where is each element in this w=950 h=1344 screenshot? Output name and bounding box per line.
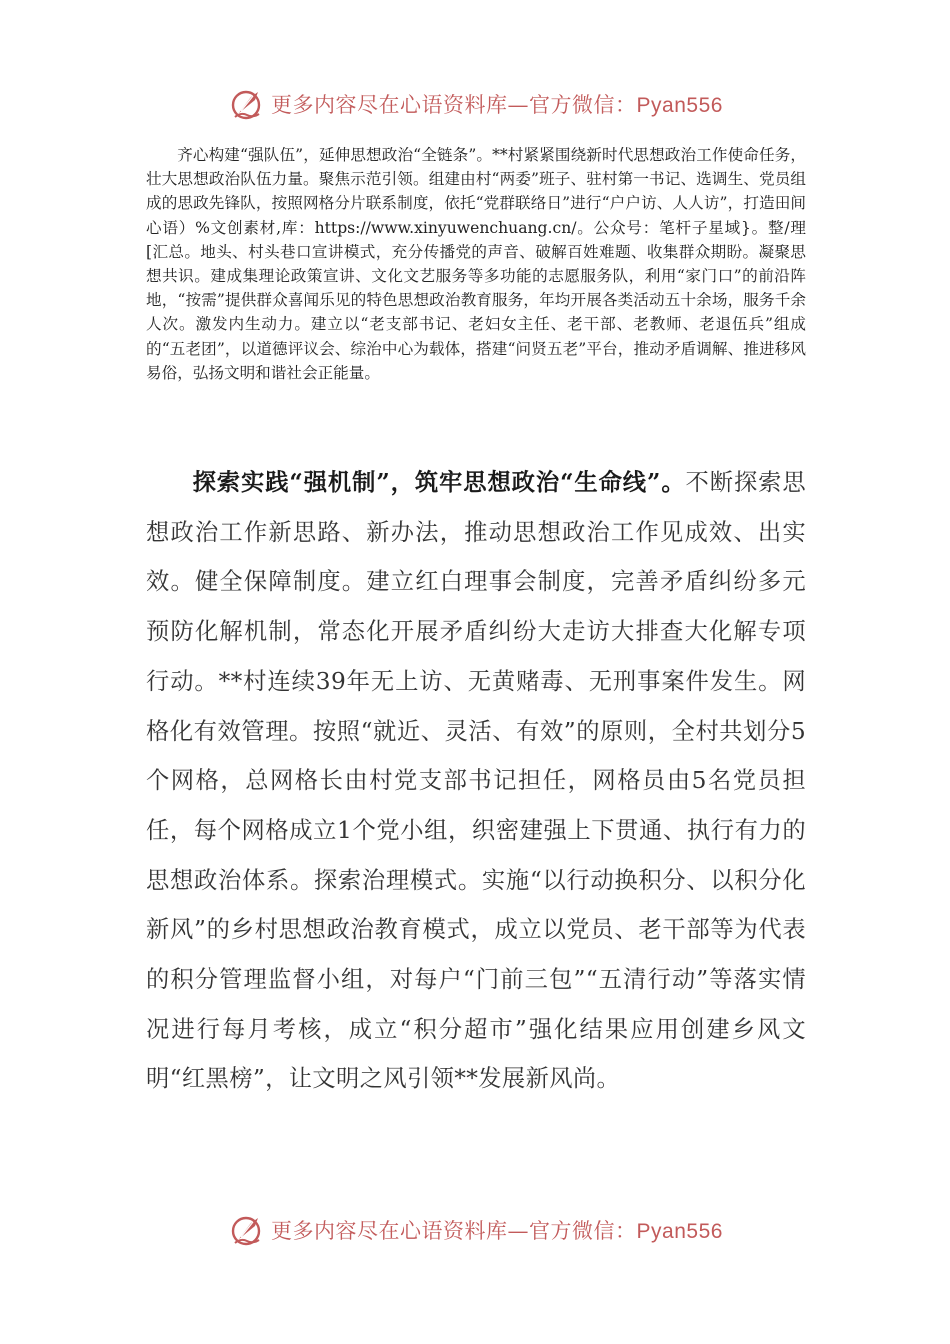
wechat-id: Pyan556 <box>636 94 723 117</box>
banner-text-cn: 更多内容尽在心语资料库—官方微信： <box>271 1219 637 1243</box>
banner-text-cn: 更多内容尽在心语资料库—官方微信： <box>271 93 637 117</box>
pen-nib-logo-icon <box>227 84 267 124</box>
wechat-id: Pyan556 <box>636 1220 723 1243</box>
paragraph-heading: 探索实践“强机制”，筑牢思想政治“生命线”。 <box>192 469 686 496</box>
paragraph-team-building: 齐心构建“强队伍”，延伸思想政治“全链条”。**村紧紧围绕新时代思想政治工作使命任务，壮大思想政治队伍力量。聚焦示范引领。组建由村“两委”班子、驻村第一书记、选调生、党员组成的思政先锋队，按照网格分片联系制度，依托“党群联络日”进行“户户访、人人访”，打造田间心语）%文创素材,库：https://www.xinyuwenchuang.cn/。公众号：笔杆子星域}。整/理[汇总。地头、村头巷口宣讲模式，充分传播党的声音、破解百姓难题、收集群众期盼。凝聚思想共识。建成集理论政策宣讲、文化文艺服务等多功能的志愿服务队，利用“家门口”的前沿阵地，“按需”提供群众喜闻乐见的特色思想政治教育服务，年均开展各类活动五十余场，服务千余人次。激发内生动力。建立以“老支部书记、老妇女主任、老干部、老教师、老退伍兵”组成的“五老团”，以道德评议会、综治中心为载体，搭建“问贤五老”平台，推动矛盾调解、推进移风易俗，弘扬文明和谐社会正能量。 <box>146 146 806 382</box>
paragraph-mechanism <box>146 458 806 1104</box>
header-banner <box>0 84 950 124</box>
pen-nib-logo-icon <box>227 1210 267 1250</box>
banner-text <box>271 89 723 119</box>
banner-text <box>271 1215 723 1245</box>
paragraph-body: 不断探索思想政治工作新思路、新办法，推动思想政治工作见成效、出实效。健全保障制度。建立红白理事会制度，完善矛盾纠纷多元预防化解机制，常态化开展矛盾纠纷大走访大排查大化解专项行动。**村连续39年无上访、无黄赌毒、无刑事案件发生。网格化有效管理。按照“就近、灵活、有效”的原则，全村共划分5个网格，总网格长由村党支部书记担任，网格员由5名党员担任，每个网格成立1个党小组，织密建强上下贯通、执行有力的思想政治体系。探索治理模式。实施“以行动换积分、以积分化新风”的乡村思想政治教育模式，成立以党员、老干部等为代表的积分管理监督小组，对每户“门前三包”“五清行动”等落实情况进行每月考核，成立“积分超市”强化结果应用创建乡风文明“红黑榜”，让文明之风引领**发展新风尚。 <box>146 469 806 1093</box>
footer-banner <box>0 1210 950 1250</box>
